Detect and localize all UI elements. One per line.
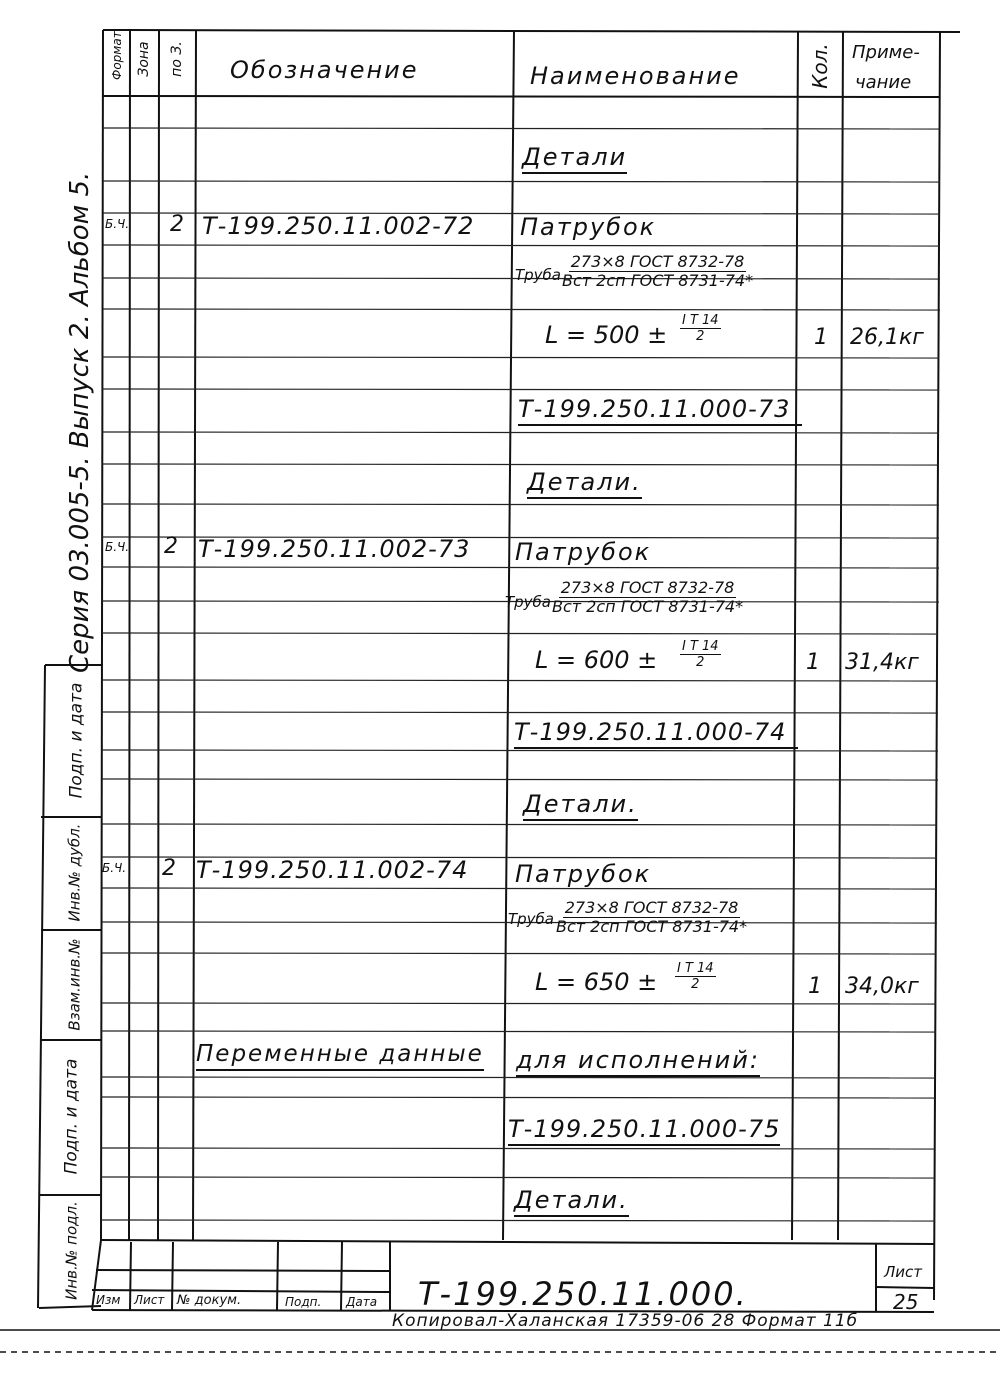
section-1-tolerance — [680, 314, 721, 343]
section-1-qty: 1 — [814, 325, 828, 350]
section-3-note: 34,0кг — [845, 974, 919, 999]
tb-doc-code: Т-199.250.11.000. — [418, 1275, 748, 1313]
section-3-format: Б.Ч. — [102, 861, 127, 875]
side-series-title: Серия 03.005-5. Выпуск 2. Альбом 5. — [65, 171, 95, 673]
section-3-heading: Детали. — [523, 792, 638, 821]
section-2-pipe-prefix: Труба — [505, 593, 552, 611]
tolerance-grade: I T 14 — [682, 639, 719, 654]
stamp-orig-inv: Инв.№ подл. — [62, 1201, 81, 1300]
tolerance-grade: I T 14 — [677, 961, 714, 976]
tb-label-docnum: № докум. — [177, 1293, 242, 1308]
tb-label-date: Дата — [346, 1295, 378, 1309]
section-3-pos: 2 — [162, 856, 176, 881]
header-pos: по З. — [169, 41, 185, 77]
tolerance-divisor: 2 — [691, 977, 700, 992]
pipe-material: Вст 2сп ГОСТ 8731-74* — [562, 271, 754, 290]
section-3-item: Патрубок — [515, 860, 652, 888]
last-heading: Детали. — [514, 1188, 629, 1217]
section-1-format: Б.Ч. — [105, 217, 130, 231]
section-1-pipe-spec — [562, 254, 753, 289]
section-2-heading: Детали. — [527, 470, 642, 499]
tolerance-divisor: 2 — [696, 655, 705, 670]
stamp-sign-date-1: Подп. и дата — [66, 682, 87, 799]
header-qty: Кол. — [808, 43, 832, 89]
section-3-designation: Т-199.250.11.002-74 — [196, 856, 469, 884]
tb-sheet-label: Лист — [884, 1263, 923, 1281]
last-doc: Т-199.250.11.000-75 — [508, 1117, 780, 1146]
stamp-sign-date-2: Подп. и дата — [61, 1058, 82, 1175]
section-1-pipe-prefix: Труба — [515, 266, 562, 284]
section-1-length: L = 500 ± — [545, 321, 668, 349]
header-designation: Обозначение — [230, 56, 419, 84]
section-2-note: 31,4кг — [845, 650, 919, 675]
section-1-designation: Т-199.250.11.002-72 — [202, 212, 475, 240]
stamp-repl-inv: Взам.инв.№ — [65, 938, 84, 1031]
header-name: Наименование — [530, 62, 741, 90]
section-2-length: L = 600 ± — [535, 646, 658, 674]
tb-label-change: Изм — [96, 1293, 121, 1307]
section-1-pos: 2 — [170, 212, 184, 237]
section-2-tolerance — [680, 640, 721, 669]
tb-label-sign: Подп. — [285, 1295, 322, 1309]
variable-data-label: Переменные данные — [196, 1043, 484, 1071]
section-3-doc: Т-199.250.11.000-74 — [514, 720, 798, 749]
header-format: Формат — [110, 31, 124, 80]
pipe-size: 273×8 ГОСТ 8732-78 — [560, 578, 735, 597]
stamp-dup-inv: Инв.№ дубл. — [65, 823, 84, 922]
header-zone: Зона — [136, 41, 152, 77]
section-1-item: Патрубок — [520, 213, 657, 241]
section-2-item: Патрубок — [515, 538, 652, 566]
section-2-doc: Т-199.250.11.000-73 — [518, 397, 802, 426]
section-3-length: L = 650 ± — [535, 968, 658, 996]
section-2-pipe-spec — [552, 580, 743, 615]
pipe-size: 273×8 ГОСТ 8732-78 — [564, 898, 739, 917]
section-1-heading: Детали — [522, 145, 627, 174]
section-3-pipe-spec — [556, 900, 747, 935]
tolerance-divisor: 2 — [696, 329, 705, 344]
tb-label-sheet: Лист — [134, 1293, 165, 1307]
variable-data-for: для исполнений: — [516, 1048, 760, 1077]
pipe-material: Вст 2сп ГОСТ 8731-74* — [556, 917, 748, 936]
header-note-2: чание — [855, 72, 912, 93]
footer-copy-note: Копировал-Халанская 17359-06 28 Формат 11б — [392, 1311, 859, 1331]
tb-sheet-number: 25 — [893, 1290, 919, 1314]
section-2-format: Б.Ч. — [105, 540, 130, 554]
section-2-pos: 2 — [164, 534, 178, 559]
section-3-pipe-prefix: Труба — [508, 910, 555, 928]
section-3-tolerance — [675, 962, 716, 991]
header-note: Приме- — [852, 42, 920, 63]
pipe-material: Вст 2сп ГОСТ 8731-74* — [552, 597, 744, 616]
section-2-designation: Т-199.250.11.002-73 — [198, 535, 471, 563]
section-1-note: 26,1кг — [850, 325, 924, 350]
pipe-size: 273×8 ГОСТ 8732-78 — [570, 252, 745, 271]
section-2-qty: 1 — [806, 650, 820, 675]
tolerance-grade: I T 14 — [682, 313, 719, 328]
section-3-qty: 1 — [808, 974, 822, 999]
